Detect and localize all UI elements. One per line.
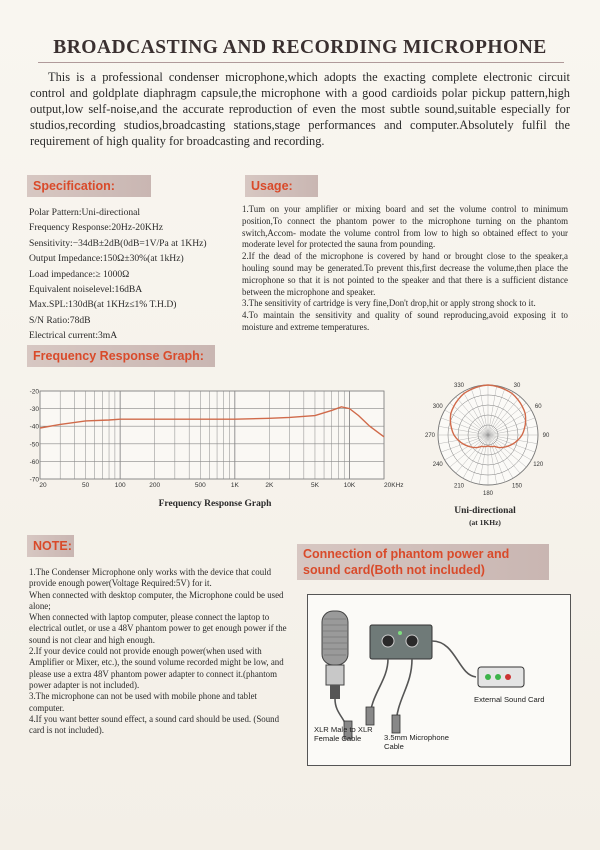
sound-card-illustration	[478, 667, 524, 687]
usage-item: 1.Tum on your amplifier or mixing board and set the volume control to minimum position,To connect the phantom power to the microphone turning on the phantom switch,Accom- modate the volume control from low to high so obtained effect to your moderate level for protected the sauna from pounding.	[242, 204, 568, 250]
frequency-graph-heading	[27, 345, 215, 367]
note-list	[29, 567, 287, 736]
label-sound-card: External Sound Card	[474, 695, 545, 704]
microphone-illustration	[322, 611, 348, 699]
phantom-power-box	[370, 625, 432, 659]
spec-item: Electrical current:3mA	[29, 330, 118, 342]
polar-angle-label: 150	[511, 483, 523, 490]
x-tick-label: 5K	[310, 482, 319, 489]
y-tick-label: -20	[29, 388, 39, 396]
polar-angle-label: 240	[432, 462, 443, 469]
note-item: When connected with desktop computer, the Microphone could be used alone;	[29, 589, 284, 611]
x-tick-label: 100	[114, 482, 126, 489]
spec-item: Max.SPL:130dB(at 1KHz≤1% T.H.D)	[29, 299, 177, 311]
chart-y-ticks	[30, 389, 40, 484]
x-tick-label: 20	[39, 482, 47, 489]
usage-list	[242, 204, 568, 334]
specification-heading-label: Specification:	[33, 179, 115, 193]
x-tick-label: 2K	[265, 482, 274, 489]
polar-angle-label: 120	[533, 462, 544, 469]
frequency-graph-caption: Frequency Response Graph	[158, 499, 272, 509]
frequency-graph-heading-label: Frequency Response Graph:	[33, 349, 204, 363]
y-tick-label: -50	[29, 441, 39, 449]
usage-heading-label: Usage:	[251, 179, 293, 193]
connection-diagram	[307, 594, 571, 766]
polar-caption-sub: (at 1KHz)	[469, 518, 501, 527]
note-heading-label: NOTE:	[33, 539, 72, 553]
x-tick-label: 1K	[230, 482, 239, 489]
polar-caption	[440, 506, 530, 528]
label-xlr-cable: XLR Male to XLR Female Cable	[314, 725, 373, 743]
spec-item: Polar Pattern:Uni-directional	[29, 207, 141, 218]
spec-item: Output Impedance:150Ω±30%(at 1kHz)	[29, 253, 184, 265]
spec-item: Load impedance:≥ 1000Ω	[29, 268, 130, 280]
polar-angle-label: 90	[542, 433, 550, 440]
note-item: 3.The microphone can not be used with mobile phone and tablet computer.	[29, 691, 257, 713]
chart-plot-area	[40, 391, 384, 479]
frequency-response-chart	[26, 385, 404, 493]
note-item: 4.If you want better sound effect, a sound card should be used. (Sound card is not included).	[29, 713, 280, 736]
intro-paragraph: This is a professional condenser microphone,which adopts the exacting complete electronic circuit control and goldplate diaphragm capsule,the microphone with a good cardioids polar pickup pattern,high output,low self-noise,and the accurate reproduction of even the most subtle sound,suitable especially for studios,recording studios,broadcasting stations,stage performances and computer.Absolutely fulfil the requirement of high quality for broadcasting and recording.	[30, 70, 570, 148]
usage-item: 2.If the dead of the microphone is covered by hand or brought close to the speaker,a houling sound may be generated.To prevent this,first decrease the volume,then place the microphone so that it is not pointed to the speaker and that there is a sufficient distance between the microphone and speaker.	[242, 251, 568, 297]
polar-angle-label: 210	[453, 483, 465, 490]
usage-item: 4.To maintain the sensitivity and quality of sound reproducing,avoid exposing it to moisture and extreme temperatures.	[242, 310, 568, 332]
spec-item: Frequency Response:20Hz-20KHz	[29, 222, 164, 234]
connection-heading-line2: sound card(Both not included)	[303, 563, 485, 577]
specification-list	[29, 205, 239, 344]
polar-angle-label: 180	[482, 491, 494, 498]
title-divider	[38, 62, 564, 63]
y-tick-label: -70	[29, 476, 39, 484]
usage-heading	[245, 175, 318, 197]
spec-item: S/N Ratio:78dB	[29, 314, 91, 326]
x-tick-label: 500	[194, 482, 206, 489]
x-tick-label: 10K	[343, 482, 356, 489]
polar-angle-label: 330	[453, 382, 465, 389]
polar-angle-label: 270	[424, 433, 436, 440]
usage-item: 3.The sensitivity of cartridge is very fine,Don't drop,hit or apply strong shock to it.	[242, 298, 536, 309]
note-item: When connected with laptop computer, please connect the laptop to electrical outlet, or use a 48V phantom power to get enough power if the sound is not clear and high enough.	[29, 612, 287, 645]
polar-angle-label: 300	[432, 404, 443, 411]
x-tick-label: 50	[82, 482, 90, 489]
y-tick-label: -30	[29, 406, 39, 414]
x-tick-label: 200	[149, 482, 161, 489]
note-heading	[27, 535, 74, 557]
polar-caption-title: Uni-directional	[454, 506, 516, 516]
connection-heading	[297, 544, 549, 580]
y-tick-label: -60	[29, 458, 39, 466]
page-title: BROADCASTING AND RECORDING MICROPHONE	[53, 37, 547, 58]
polar-angle-label: 30	[513, 382, 521, 389]
note-item: 2.If your device could not provide enough power(when used with Amplifier or Mixer, etc.), the sound volume recorded might be low, and please use a extra 48V phantom power adapter to connect it.(phantom power adapter is not included).	[29, 646, 284, 690]
polar-grid	[438, 382, 538, 485]
note-item: 1.The Condenser Microphone only works with the device that could provide enough power(Voltage Required:5V) for it.	[29, 567, 272, 589]
connection-heading-line1: Connection of phantom power and	[303, 547, 510, 561]
specification-heading	[27, 175, 151, 197]
polar-angle-label: 60	[534, 404, 542, 411]
spec-item: Sensitivity:−34dB±2dB(0dB=1V/Pa at 1KHz)	[29, 237, 207, 249]
x-tick-label: 20KHz	[384, 482, 404, 489]
spec-item: Equivalent noiselevel:16dBA	[29, 284, 143, 296]
y-tick-label: -40	[29, 423, 39, 431]
chart-x-ticks	[39, 482, 403, 489]
polar-pattern-chart	[418, 375, 558, 507]
label-35mm-cable: 3.5mm Microphone Cable	[384, 733, 449, 751]
